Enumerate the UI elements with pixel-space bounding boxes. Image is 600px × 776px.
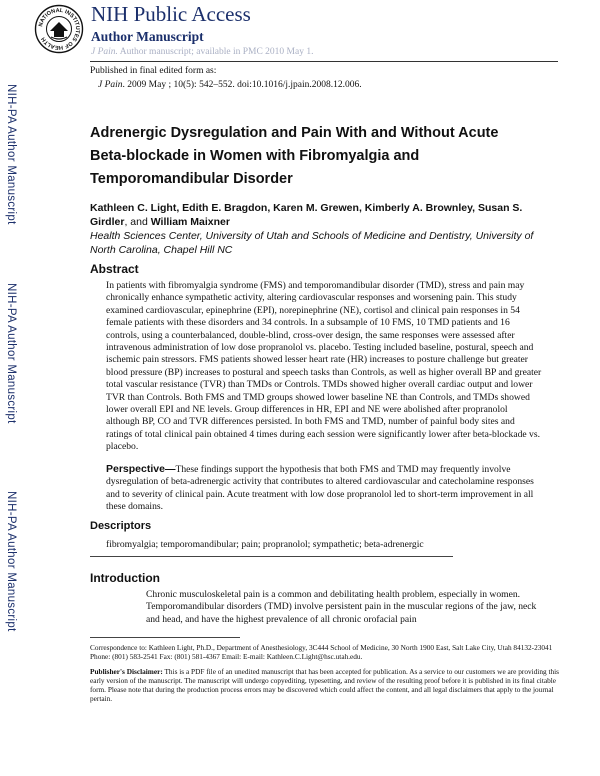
header-divider xyxy=(90,61,558,62)
nih-seal-logo xyxy=(34,4,84,54)
nih-public-access-title: NIH Public Access xyxy=(91,2,251,26)
affiliation: Health Sciences Center, University of Utah and Schools of Medicine and Dentistry, University of North Carolina, Chapel Hill NC xyxy=(90,230,534,256)
abstract-heading: Abstract xyxy=(90,262,139,276)
published-note: Published in final edited form as: xyxy=(90,66,217,76)
author-list: Kathleen C. Light, Edith E. Bragdon, Karen M. Grewen, Kimberly A. Brownley, Susan S. Girdler, and William Maixner xyxy=(90,202,523,228)
footnote-divider xyxy=(90,637,240,638)
perspective-paragraph: Perspective—These findings support the hypothesis that both FMS and TMD may frequently involve dysregulation of beta-adrenergic activity that contributes to altered cardiovascular and catecholamine responses and to severity of clinical pain. Acute treatment with low dose propranolol led to short-term improvement in all these domains. xyxy=(106,463,534,513)
article-title: Adrenergic Dysregulation and Pain With and Without Acute Beta-blockade in Women with Fibromyalgia and Temporomandibular Disorder xyxy=(90,125,499,187)
citation-line: J Pain. 2009 May ; 10(5): 542–552. doi:10.1016/j.jpain.2008.12.006. xyxy=(98,80,362,90)
introduction-heading: Introduction xyxy=(90,571,160,585)
introduction-text: Chronic musculoskeletal pain is a common and debilitating health problem, especially in women. Temporomandibular disorders (TMD) involve persistent pain in the muscular regions of the jaw, neck and head, and have the highest prevalence of all chronic orofacial pain xyxy=(146,589,537,625)
availability-note: J Pain. Author manuscript; available in PMC 2010 May 1. xyxy=(91,47,314,57)
author-manuscript-label: Author Manuscript xyxy=(91,29,204,44)
correspondence-note: Correspondence to: Kathleen Light, Ph.D., Department of Anesthesiology, 3C444 School of Medicine, 30 North 1900 East, Salt Lake City, Utah 84132-23041 Phone: (801) 583-2541 Fax: (801) 581-4367 Email: E-mail: Kathleen.C.Light@hsc.utah.edu. xyxy=(90,643,553,661)
sidebar-label-bottom: NIH-PA Author Manuscript xyxy=(5,491,17,632)
svg-text:NATIONAL INSTITUTES OF HEALTH: NATIONAL INSTITUTES OF HEALTH xyxy=(38,7,81,51)
keywords-divider xyxy=(90,556,453,557)
descriptors-heading: Descriptors xyxy=(90,520,152,532)
sidebar-label-top: NIH-PA Author Manuscript xyxy=(5,84,17,225)
abstract-text: In patients with fibromyalgia syndrome (FMS) and temporomandibular disorder (TMD), stress and pain may chronically enhance sympathetic activity, altering cardiovascular responses and worsening pain. This study examined cardiovascular, epinephrine (EPI), norepinephrine (NE), cortisol and clinical pain responses in 54 female patients with these disorders and 34 controls. In a subsample of 10 FMS, 10 TMD patients and 16 controls, using a counterbalanced, double-blind, cross-over design, the same responses were assessed after intravenous administration of low dose propranolol vs. placebo. Testing included baseline, postural, speech and ischemic pain stressors. FMS patients showed lesser heart rate (HR) increases to posture challenge but greater blood pressure (BP) increases to postural and speech tasks than Controls, as well as higher overall BP and greater total vascular resistance (TVR) than TMDs or Controls. TMDs showed higher overall cardiac output and lower TVR than Controls. Both FMS and TMD groups showed lower baseline NE than Controls, and TMDs showed lower overall EPI and NE levels. Group differences in HR, EPI and NE were abolished after propranolol although BP, CO and TVR differences persisted. In both FMS and TMD, number of painful body sites and ratings of total clinical pain obtained 4 times during each session were significantly lower after beta-blockade vs. placebo. xyxy=(106,280,542,453)
keywords: fibromyalgia; temporomandibular; pain; propranolol; sympathetic; beta-adrenergic xyxy=(106,539,424,550)
perspective-label: Perspective— xyxy=(106,463,176,475)
publisher-disclaimer: Publisher's Disclaimer: This is a PDF file of an unedited manuscript that has been accepted for publication. As a service to our customers we are providing this early version of the manuscript. The manuscript will undergo copyediting, typesetting, and review of the resulting proof before it is published in its final citable form. Please note that during the production process errors may be discovered which could affect the content, and all legal disclaimers that apply to the journal pertain. xyxy=(90,667,559,703)
sidebar-label-middle: NIH-PA Author Manuscript xyxy=(5,283,17,424)
